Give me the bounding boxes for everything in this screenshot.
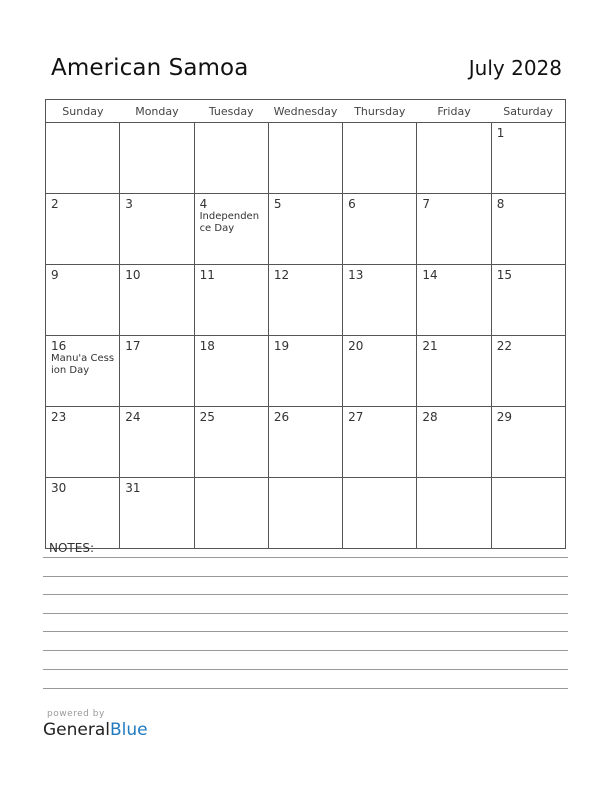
brand-blue: Blue [110,720,148,740]
calendar-day-cell [491,123,565,194]
day-number: 18 [199,339,215,353]
calendar-day-cell [46,194,120,265]
brand-logo [43,720,148,740]
brand-general: General [43,720,110,740]
weekday-tuesday: Tuesday [194,100,268,123]
day-number: 30 [51,481,67,495]
calendar-day-cell [343,478,417,549]
calendar-day-cell [194,194,268,265]
day-number: 7 [422,197,431,211]
calendar-week-row [46,478,566,549]
notes-label: NOTES: [49,541,94,555]
weekday-monday: Monday [120,100,194,123]
notes-line [43,557,568,558]
calendar-day-cell [491,407,565,478]
weekday-sunday: Sunday [46,100,120,123]
calendar-day-cell [120,194,194,265]
day-number: 2 [51,197,59,211]
calendar-day-cell [46,123,120,194]
calendar-day-cell [120,265,194,336]
notes-line [43,594,568,595]
day-number: 4 [199,197,208,211]
weekday-friday: Friday [417,100,491,123]
calendar-day-cell [194,336,268,407]
calendar-day-cell [120,336,194,407]
holiday-label: Manu'a Cession Day [51,353,115,376]
notes-line [43,613,568,614]
calendar-week-row [46,336,566,407]
calendar-country-title: American Samoa [51,55,249,81]
notes-line [43,576,568,577]
weekday-saturday: Saturday [491,100,565,123]
calendar-day-cell [417,123,491,194]
calendar-week-row [46,123,566,194]
day-number: 1 [496,126,505,140]
day-number: 8 [496,197,505,211]
powered-by-text: powered by [47,709,105,719]
calendar-day-cell [194,407,268,478]
day-number: 6 [348,197,356,211]
calendar-day-cell [491,265,565,336]
calendar-day-cell [491,478,565,549]
day-number: 25 [199,410,215,424]
day-number: 12 [273,268,290,282]
calendar-day-cell [417,478,491,549]
day-number: 21 [422,339,438,353]
calendar-day-cell [343,123,417,194]
weekday-wednesday: Wednesday [268,100,342,123]
calendar-month-title: July 2028 [468,56,562,80]
calendar-day-cell [417,336,491,407]
calendar-day-cell [194,265,268,336]
calendar-day-cell [343,336,417,407]
weekday-header-row [46,100,566,123]
calendar-day-cell [194,478,268,549]
calendar-day-cell [120,123,194,194]
day-number: 22 [496,339,512,353]
calendar-week-row [46,407,566,478]
day-number: 5 [273,197,282,211]
day-number: 23 [51,410,67,424]
notes-line [43,631,568,632]
day-number: 24 [125,410,141,424]
calendar-day-cell [491,336,565,407]
day-number: 27 [348,410,364,424]
day-number: 13 [348,268,364,282]
notes-line [43,650,568,651]
calendar-day-cell [268,265,342,336]
holiday-label: Independen ce Day [199,211,260,234]
calendar-day-cell [46,265,120,336]
day-number: 17 [125,339,141,353]
day-number: 15 [496,268,512,282]
calendar-week-row [46,265,566,336]
day-number: 29 [496,410,512,424]
calendar-day-cell [120,478,194,549]
day-number: 14 [422,268,438,282]
day-number: 11 [199,268,215,282]
day-number: 3 [125,197,133,211]
day-number: 16 [51,339,67,353]
day-number: 9 [51,268,59,282]
calendar-day-cell [343,194,417,265]
calendar-day-cell [343,407,417,478]
calendar-day-cell [194,123,268,194]
calendar-day-cell [417,265,491,336]
calendar-day-cell [268,407,342,478]
calendar-day-cell [46,407,120,478]
notes-line [43,669,568,670]
calendar-day-cell [268,336,342,407]
calendar-day-cell [417,407,491,478]
day-number: 19 [273,339,290,353]
calendar-grid [45,99,566,549]
calendar-day-cell [268,478,342,549]
day-number: 10 [125,268,141,282]
day-number: 20 [348,339,364,353]
calendar-day-cell [46,336,120,407]
calendar-day-cell [268,194,342,265]
day-number: 26 [273,410,290,424]
day-number: 28 [422,410,438,424]
day-number: 31 [125,481,141,495]
calendar-week-row [46,194,566,265]
notes-line [43,688,568,689]
calendar-day-cell [343,265,417,336]
calendar-day-cell [268,123,342,194]
calendar-day-cell [46,478,120,549]
calendar-day-cell [491,194,565,265]
calendar-day-cell [417,194,491,265]
calendar-day-cell [120,407,194,478]
weekday-thursday: Thursday [343,100,417,123]
